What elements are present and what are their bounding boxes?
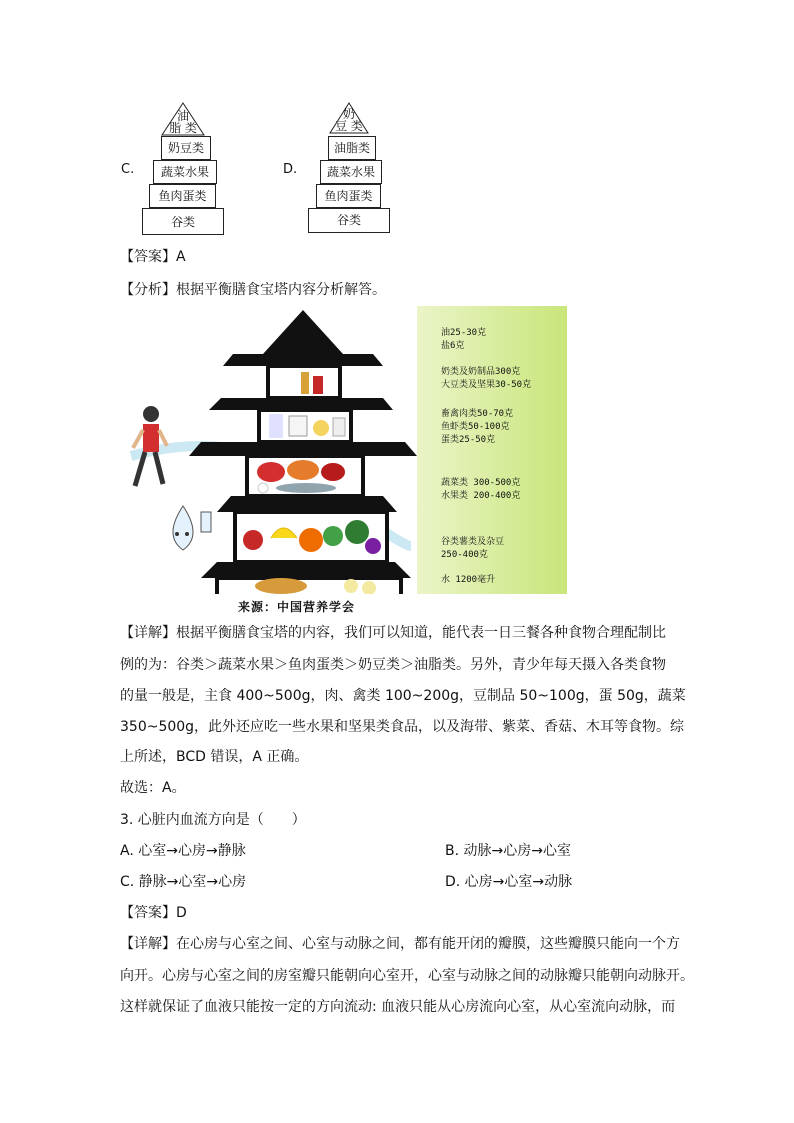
amount-water: 水 1200毫升 — [441, 575, 496, 585]
question-3-option-d: D. 心房→心室→动脉 — [445, 874, 573, 890]
amount-fruit: 水果类 200-400克 — [441, 491, 521, 501]
option-c-top-line2: 脂 类 — [169, 121, 197, 135]
option-d-letter: D. — [283, 162, 298, 177]
detail-1-line-3: 的量一般是，主食 400~500g，肉、禽类 100~200g，豆制品 50~100g，蛋 50g，蔬菜 — [120, 688, 686, 704]
balanced-diet-pagoda-figure — [121, 306, 567, 613]
option-c-top-line1: 油 — [176, 109, 189, 123]
amount-grain-value: 250-400克 — [441, 550, 488, 560]
amount-meat: 畜禽肉类50-70克 — [441, 409, 514, 419]
option-c-letter: C. — [121, 162, 135, 177]
detail-1-line-2: 例的为：谷类＞蔬菜水果＞鱼肉蛋类＞奶豆类＞油脂类。另外，青少年每天摄入各类食物 — [120, 657, 666, 673]
question-3-stem: 3. 心脏内血流方向是（ ） — [120, 812, 306, 828]
option-d-layer-2: 蔬菜水果 — [320, 160, 382, 184]
answer-tag: 【答案】 — [120, 249, 176, 265]
amount-grain-label: 谷类薯类及杂豆 — [441, 537, 505, 547]
detail-3-line-2: 向开。心房与心室之间的房室瓣只能朝向心室开，心室与动脉之间的动脉瓣只能朝向动脉开。 — [120, 968, 694, 984]
amount-oil: 油25-30克 — [441, 328, 487, 338]
detail-text: 在心房与心室之间、心室与动脉之间，都有能开闭的瓣膜，这些瓣膜只能向一个方 — [176, 936, 680, 952]
option-c-layer-1: 奶豆类 — [161, 136, 211, 160]
figure-source: 来源：中国营养学会 — [238, 600, 356, 613]
pagoda-illustration — [121, 306, 421, 596]
option-d-layer-3: 鱼肉蛋类 — [316, 184, 381, 208]
detail-tag: 【详解】 — [120, 936, 176, 952]
option-d-layer-4: 谷类 — [308, 208, 390, 233]
detail-1-line-5: 上所述，BCD 错误，A 正确。 — [120, 749, 309, 765]
analysis-text: 根据平衡膳食宝塔内容分析解答。 — [176, 282, 386, 298]
amount-egg: 蛋类25-50克 — [441, 435, 496, 445]
option-d-pyramid — [308, 102, 390, 233]
detail-tag: 【详解】 — [120, 625, 176, 641]
option-c-layer-4: 谷类 — [142, 208, 224, 235]
question-3-option-b: B. 动脉→心房→心室 — [445, 843, 571, 859]
option-c-pyramid — [142, 102, 224, 235]
answer-3-line — [120, 903, 187, 923]
answer-value: A — [176, 249, 186, 265]
detail-text: 根据平衡膳食宝塔的内容，我们可以知道，能代表一日三餐各种食物合理配制比 — [176, 625, 666, 641]
choice-line: 故选：A。 — [120, 780, 186, 796]
amount-dairy: 奶类及奶制品300克 — [441, 367, 521, 377]
answer-tag: 【答案】 — [120, 905, 176, 921]
answer-value: D — [176, 905, 187, 921]
option-d-top-line1: 奶 — [342, 107, 355, 121]
question-3-option-c: C. 静脉→心室→心房 — [120, 874, 247, 890]
analysis-line — [120, 280, 386, 300]
detail-1-line-1 — [120, 623, 666, 643]
amount-salt: 盐6克 — [441, 341, 465, 351]
option-c-layer-2: 蔬菜水果 — [153, 160, 217, 184]
option-c-layer-3: 鱼肉蛋类 — [149, 184, 216, 208]
amount-fish: 鱼虾类50-100克 — [441, 422, 510, 432]
detail-3-line-1 — [120, 934, 680, 954]
amount-soy-nuts: 大豆类及坚果30-50克 — [441, 380, 532, 390]
detail-3-line-3: 这样就保证了血液只能按一定的方向流动: 血液只能从心房流向心室，从心室流向动脉，而 — [120, 999, 676, 1015]
amount-panel-background — [417, 306, 567, 606]
answer-1-line — [120, 247, 186, 267]
analysis-tag: 【分析】 — [120, 282, 176, 298]
question-3-option-a: A. 心室→心房→静脉 — [120, 843, 246, 859]
detail-1-line-4: 350~500g，此外还应吃一些水果和坚果类食品，以及海带、紫菜、香菇、木耳等食物。综 — [120, 719, 685, 735]
option-d-top-line2: 豆 类 — [335, 119, 363, 133]
option-d-layer-1: 油脂类 — [328, 136, 376, 160]
amount-vegetable: 蔬菜类 300-500克 — [441, 478, 521, 488]
